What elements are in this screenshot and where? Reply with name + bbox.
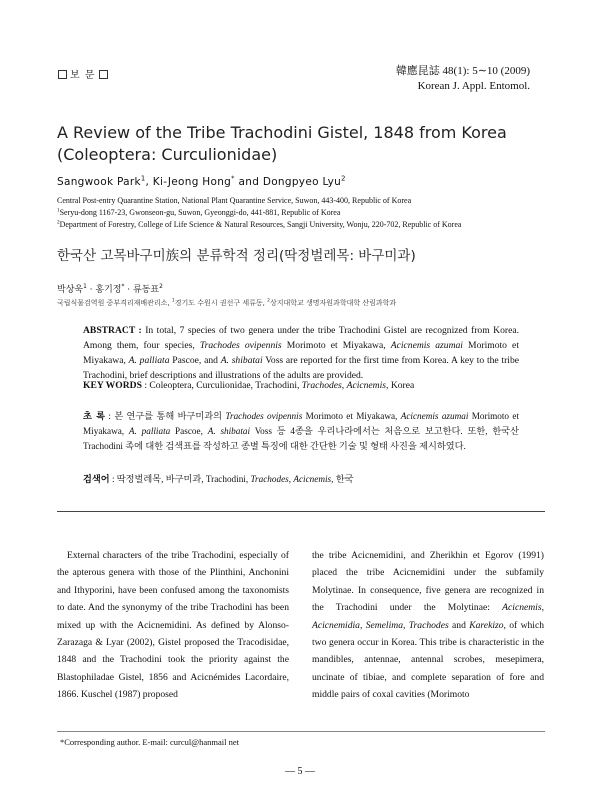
- body-column-left: [57, 547, 289, 704]
- journal-citation: [396, 64, 530, 94]
- species-name: A. palliata: [128, 426, 171, 436]
- author-separator: ,: [145, 176, 153, 188]
- abstract-text: Voss are reported for the first time from Korea. A key to the tribe Trachodini, brief descriptions and illustrations of the adults are provided.: [83, 355, 520, 381]
- korean-abstract-text: : 본 연구를 통해 바구미과의: [105, 411, 226, 421]
- body-text: and: [448, 619, 470, 631]
- species-name: Acicnemis azumai: [400, 411, 469, 421]
- abstract-text: Morimoto et Miyakawa,: [83, 340, 519, 366]
- square-bullet-icon: [58, 70, 67, 79]
- korean-abstract-text: Morimoto et Miyakawa,: [83, 411, 520, 436]
- genus-name: Acicnemis: [293, 474, 332, 484]
- body-text: , of which two genera occur in Korea. This tribe is characteristic in the mandibles, antennae, antennal scrobes, mesepimera, uncinate of tibiae, and complete separation of fore and middle pairs of coxal cavities (Morimoto: [312, 619, 545, 701]
- corresponding-mark: *: [231, 174, 235, 183]
- genus-name: Acicnemis: [346, 380, 387, 391]
- genus-name: Trachodes: [301, 380, 342, 391]
- section-divider: [57, 511, 545, 512]
- abstract-text: Pascoe, and: [169, 355, 221, 366]
- author-separator: ·: [86, 285, 96, 295]
- species-name: Trachodes ovipennis: [225, 411, 303, 421]
- korean-keywords-text: , 한국: [331, 474, 354, 484]
- genus-name: Semelima: [365, 619, 403, 631]
- affiliation-text: Department of Forestry, College of Life Science & Natural Resources, Sangji University, Wonju, 220-702, Republic of Korea: [59, 220, 462, 229]
- body-text: ,: [359, 619, 366, 631]
- affiliation-mark: 1: [57, 207, 60, 214]
- keywords-text: , Korea: [386, 380, 415, 391]
- section-tag-label: 보 문: [70, 70, 96, 81]
- korean-keywords-text: : 딱정벌레목, 바구미과, Trachodini,: [109, 474, 251, 484]
- author-list: [57, 176, 346, 188]
- journal-name: Korean J. Appl. Entomol.: [417, 80, 530, 92]
- body-text: ,: [403, 619, 409, 631]
- korean-affiliation-text: 국립식물검역원 중부격리재배관리소,: [57, 299, 172, 307]
- author-name: Dongpyeo Lyu: [262, 176, 342, 188]
- abstract-text: In total, 7 species of two genera under the tribe Trachodini Gistel are recognized from Korea. Among them, four species,: [83, 325, 519, 351]
- species-name: A. shibatai: [207, 426, 251, 436]
- corresponding-mark: *: [121, 284, 125, 290]
- korean-author-name: 류동표: [133, 285, 160, 295]
- author-affiliation-mark: 2: [341, 174, 346, 183]
- korean-affiliation-text: 상지대학교 생명자원과학대학 산림과학과: [269, 299, 397, 307]
- korean-author-name: 홍기정: [95, 285, 122, 295]
- journal-citation-line: 韓應昆誌 48(1): 5∼10 (2009): [395, 65, 530, 77]
- genus-name: Karekizo: [469, 619, 504, 631]
- species-name: Acicnemis azumai: [390, 340, 463, 351]
- korean-title: 한국산 고목바구미族의 분류학적 정리(딱정벌레목: 바구미과): [57, 248, 416, 264]
- author-name: Ki-Jeong Hong: [152, 176, 232, 188]
- affiliation-line: [57, 207, 557, 219]
- korean-keywords-text: ,: [288, 474, 294, 484]
- species-name: A. palliata: [128, 355, 170, 366]
- genus-name: Trachodes: [250, 474, 289, 484]
- body-column-right: [312, 547, 544, 704]
- genus-name: Acicnemidia: [312, 619, 360, 631]
- body-text: ,: [541, 602, 544, 614]
- affiliation-mark: 2: [57, 219, 60, 226]
- keywords: [83, 380, 519, 391]
- body-paragraph: External characters of the tribe Trachodini, especially of the apterous genera with those of the Plinthini, Anchonini and Ithyporini, have been confused among the taxonomists to date. And the synonymy of the tribe Trachodini has been mixed up with the Acicnemidini. As defined by Alonso-Zarazaga & Lyar (2002), Gistel proposed the Tracodisidae, 1848 and the Trachodini took the priority against the Blastophiladae Gistel, 1856 and Acicnémides Lacordaire, 1866. Kuschel (1987) proposed: [57, 550, 289, 701]
- korean-affiliation-text: 경기도 수원시 권선구 세류동,: [174, 299, 268, 307]
- genus-name: Acicnemis: [502, 602, 542, 614]
- species-name: Trachodes ovipennis: [199, 340, 282, 351]
- korean-abstract-text: Morimoto et Miyakawa,: [302, 411, 401, 421]
- korean-abstract-label: 초 록: [83, 411, 106, 422]
- keywords-text: ,: [341, 380, 347, 391]
- author-separator: ·: [124, 285, 134, 295]
- affiliations: [57, 195, 557, 231]
- abstract-text: Morimoto et Miyakawa,: [281, 340, 391, 351]
- footnote: *Corresponding author. E-mail: curcul@hanmail net: [60, 737, 239, 747]
- affiliation-mark: 2: [267, 298, 270, 304]
- section-tag: [55, 66, 111, 81]
- species-name: A. shibatai: [220, 355, 263, 366]
- korean-abstract: [83, 409, 519, 454]
- affiliation-mark: 1: [171, 298, 175, 304]
- author-name: Sangwook Park: [57, 176, 141, 188]
- square-bullet-icon: [99, 70, 108, 79]
- body-paragraph: [312, 547, 544, 704]
- genus-name: Trachodes: [408, 619, 449, 631]
- author-affiliation-mark: 1: [83, 284, 87, 290]
- korean-author-list: [57, 282, 163, 295]
- body-text: the tribe Acicnemidini, and Zherikhin et Egorov (1991) placed the tribe Acicnemidini under the subfamily Molytinae. In consequence, five genera are recognized in the Trachodini under the Molytinae:: [312, 550, 544, 614]
- korean-affiliations: [57, 298, 396, 308]
- author-affiliation-mark: 2: [159, 284, 163, 290]
- affiliation-line: Central Post-entry Quarantine Station, National Plant Quarantine Service, Suwon, 443-400, Republic of Korea: [57, 196, 412, 205]
- korean-abstract-text: Voss 등 4종을 우리나라에서는 처음으로 보고한다. 또한, 한국산 Trachodini 족에 대한 검색표를 작성하고 종별 특징에 대한 간단한 기술 및 형태 사진을 제시하였다.: [83, 426, 519, 451]
- keywords-text: : Coleoptera, Curculionidae, Trachodini,: [141, 380, 302, 391]
- korean-author-name: 박상욱: [57, 285, 84, 295]
- page-number: — 5 —: [285, 766, 315, 777]
- paper-title: A Review of the Tribe Trachodini Gistel, 1848 from Korea (Coleoptera: Curculionidae): [57, 123, 507, 164]
- abstract: [83, 323, 519, 383]
- author-separator: and: [234, 176, 263, 188]
- korean-abstract-text: Pascoe,: [170, 426, 208, 436]
- abstract-label: ABSTRACT :: [83, 325, 142, 336]
- affiliation-line: [57, 219, 557, 231]
- korean-keywords: [83, 471, 519, 485]
- affiliation-text: Seryu-dong 1167-23, Gwonseon-gu, Suwon, Gyeonggi-do, 441-881, Republic of Korea: [59, 208, 341, 217]
- footnote-divider: [57, 731, 545, 732]
- keywords-label: KEY WORDS: [83, 380, 142, 391]
- korean-keywords-label: 검색어: [83, 474, 110, 485]
- author-affiliation-mark: 1: [140, 174, 146, 183]
